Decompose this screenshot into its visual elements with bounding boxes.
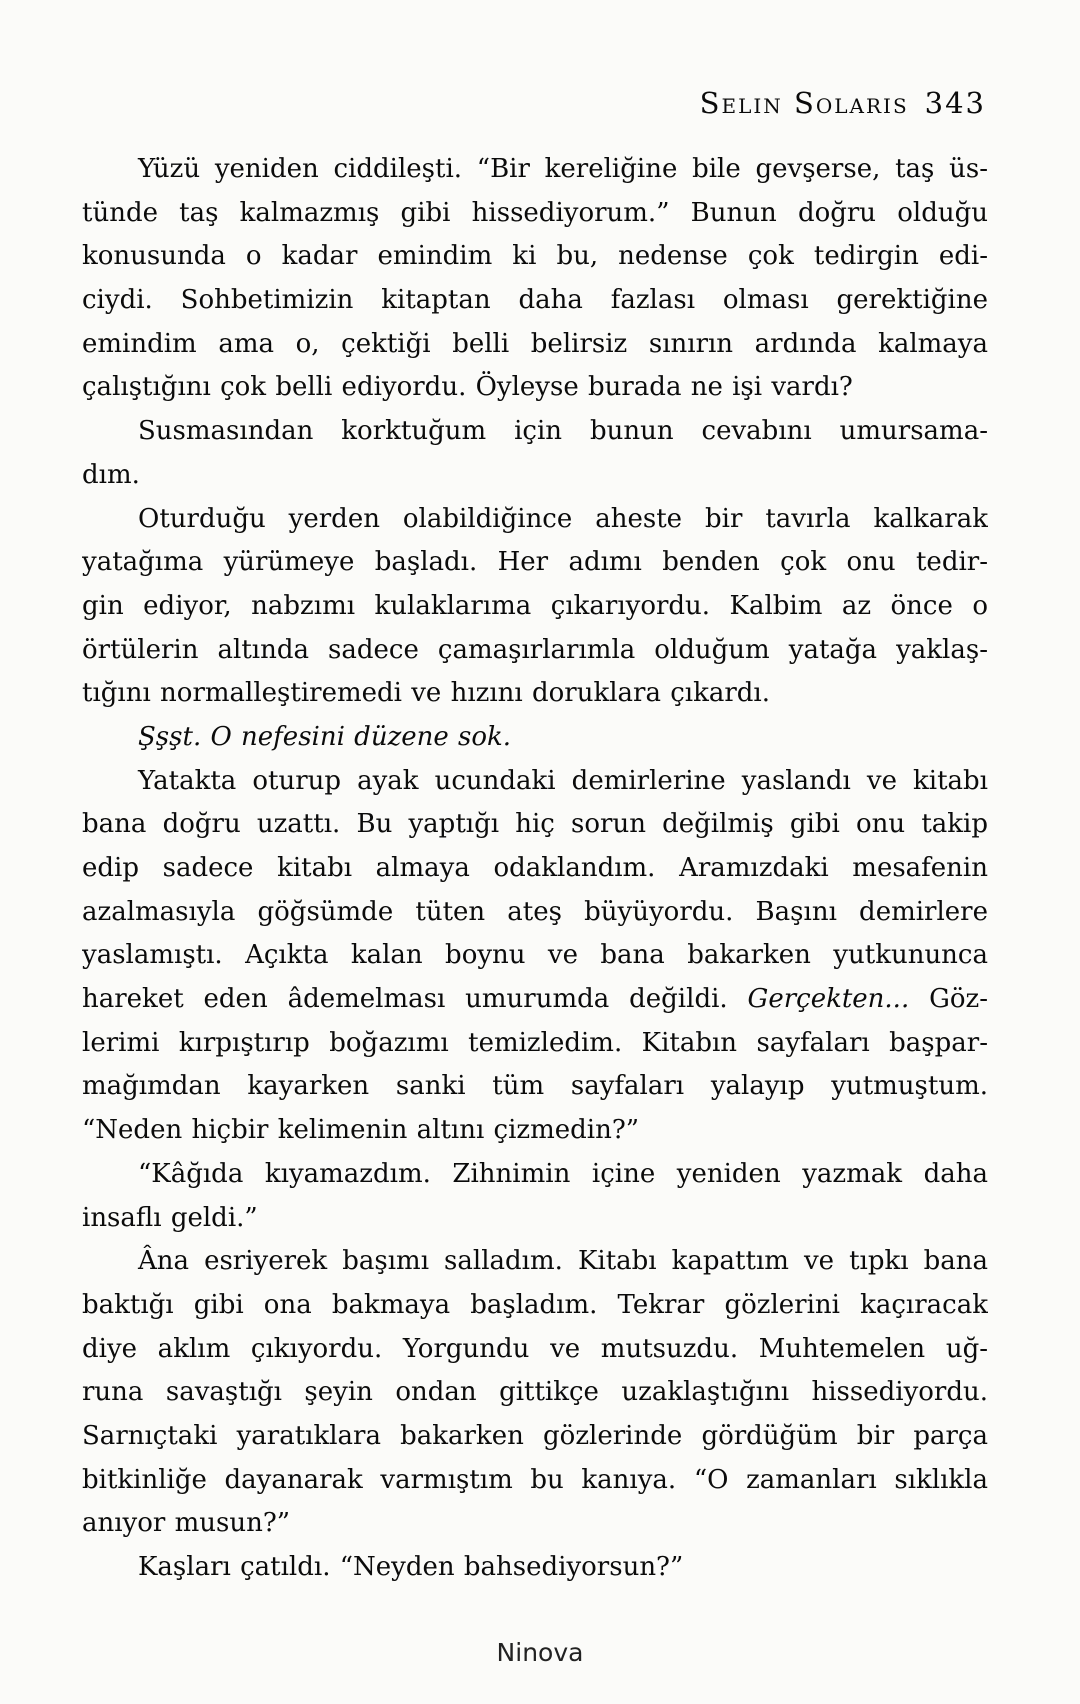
text-segment: Âna esriyerek başımı salladım. Kitabı kapattım ve tıpkı bana [138, 1246, 988, 1277]
text-segment: “Kâğıda kıyamazdım. Zihnimin içine yeniden yazmak daha [138, 1158, 988, 1189]
book-title: Selin Solaris [699, 86, 909, 120]
text-segment: tığını normalleştiremedi ve hızını doruklara çıkardı. [82, 678, 770, 709]
text-line [82, 454, 988, 498]
text-line [82, 803, 988, 847]
text-line [82, 1459, 988, 1503]
text-line [82, 1284, 988, 1328]
text-segment: baktığı gibi ona bakmaya başladım. Tekrar gözlerini kaçıracak [82, 1289, 988, 1320]
text-segment: tünde taş kalmazmış gibi hissediyorum.” Bunun doğru olduğu [82, 197, 988, 228]
text-segment: çalıştığını çok belli ediyordu. Öyleyse burada ne işi vardı? [82, 372, 853, 403]
text-line [82, 978, 988, 1022]
text-line [82, 1022, 988, 1066]
text-line [82, 279, 988, 323]
text-line [82, 1371, 988, 1415]
text-segment: Yatakta oturup ayak ucundaki demirlerine yaslandı ve kitabı [138, 765, 988, 796]
text-block [82, 148, 988, 1590]
text-segment: Yüzü yeniden ciddileşti. “Bir kereliğine bile gevşerse, taş üs- [138, 154, 988, 184]
text-segment: yaslamıştı. Açıkta kalan boynu ve bana bakarken yutkununca [82, 940, 988, 971]
text-line [82, 1197, 988, 1241]
text-segment: edip sadece kitabı almaya odaklandım. Aramızdaki mesafenin [82, 853, 988, 883]
italic-text-segment: Şşşt. O nefesini düzene sok. [138, 721, 512, 752]
text-line [82, 148, 988, 192]
text-line [82, 934, 988, 978]
text-line [82, 323, 988, 367]
text-line [82, 235, 988, 279]
text-segment: örtülerin altında sadece çamaşırlarımla olduğum yatağa yaklaş- [82, 634, 988, 665]
text-line [82, 1328, 988, 1372]
text-line [82, 498, 988, 542]
text-line [82, 1065, 988, 1109]
text-segment: runa savaştığı şeyin ondan gittikçe uzaklaştığını hissediyordu. [82, 1377, 988, 1408]
text-segment: ciydi. Sohbetimizin kitaptan daha fazlası olması gerektiğine [82, 285, 988, 316]
text-line [82, 1415, 988, 1459]
text-segment: lerimi kırpıştırıp boğazımı temizledim. Kitabın sayfaları başpar- [82, 1027, 988, 1058]
paragraph [82, 760, 988, 1153]
text-segment: Sarnıçtaki yaratıklara bakarken gözlerinde gördüğüm bir parça [82, 1420, 988, 1451]
text-line [82, 1502, 988, 1546]
text-segment: yatağıma yürümeye başladı. Her adımı benden çok onu tedir- [82, 547, 988, 578]
text-segment: azalmasıyla göğsümde tüten ateş büyüyordu. Başını demirlere [82, 896, 988, 927]
page-header [700, 86, 986, 120]
text-line [82, 1546, 988, 1590]
text-segment: bitkinliğe dayanarak varmıştım bu kanıya. “O zamanları sıklıkla [82, 1464, 988, 1495]
text-segment: konusunda o kadar emindim ki bu, nedense çok tedirgin edi- [82, 241, 988, 272]
text-segment: anıyor musun?” [82, 1508, 291, 1539]
publisher-watermark: Ninova [496, 1638, 584, 1667]
text-line [82, 1153, 988, 1197]
text-line [82, 541, 988, 585]
text-segment: bana doğru uzattı. Bu yaptığı hiç sorun değilmiş gibi onu takip [82, 809, 988, 840]
text-segment: emindim ama o, çektiği belli belirsiz sınırın ardında kalmaya [82, 328, 988, 359]
text-line [82, 672, 988, 716]
page-number: 343 [924, 86, 986, 120]
text-segment: dım. [82, 459, 140, 490]
text-segment: hareket eden âdemelması umurumda değildi. [82, 984, 748, 1015]
text-line [82, 629, 988, 673]
text-segment: Kaşları çatıldı. “Neyden bahsediyorsun?” [138, 1552, 684, 1582]
text-line [82, 1109, 988, 1153]
text-line [82, 716, 988, 760]
text-line [82, 410, 988, 454]
paragraph [82, 1240, 988, 1546]
text-line [82, 847, 988, 891]
text-line [82, 585, 988, 629]
text-line [82, 366, 988, 410]
text-segment: Oturduğu yerden olabildiğince aheste bir tavırla kalkarak [138, 503, 988, 534]
paragraph [82, 410, 988, 497]
paragraph [82, 1546, 988, 1590]
text-segment: insaflı geldi.” [82, 1202, 258, 1233]
paragraph [82, 716, 988, 760]
text-segment: Susmasından korktuğum için bunun cevabını umursama- [138, 416, 988, 447]
text-segment: mağımdan kayarken sanki tüm sayfaları yalayıp yutmuştum. [82, 1071, 988, 1102]
text-line [82, 760, 988, 804]
text-segment: Göz- [909, 984, 988, 1015]
text-line [82, 891, 988, 935]
paragraph [82, 1153, 988, 1240]
text-segment: diye aklım çıkıyordu. Yorgundu ve mutsuzdu. Muhtemelen uğ- [82, 1333, 988, 1364]
paragraph [82, 498, 988, 716]
text-line [82, 1240, 988, 1284]
paragraph [82, 148, 988, 410]
italic-text-segment: Gerçekten... [747, 984, 910, 1015]
text-line [82, 192, 988, 236]
text-segment: “Neden hiçbir kelimenin altını çizmedin?” [82, 1115, 640, 1146]
text-segment: gin ediyor, nabzımı kulaklarıma çıkarıyordu. Kalbim az önce o [82, 590, 988, 621]
